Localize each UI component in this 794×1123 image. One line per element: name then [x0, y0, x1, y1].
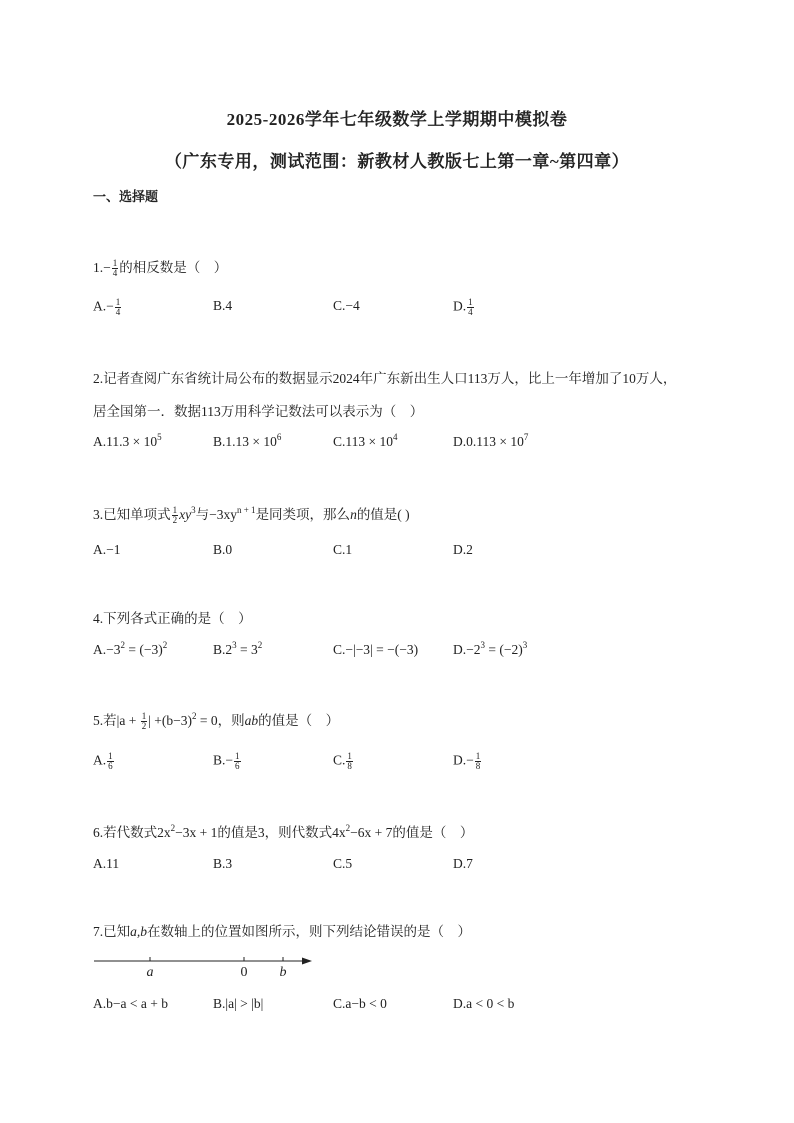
- question-3-stem: 3.已知单项式 $\frac{1}{2}$ $xy^3$与$-3xy^{n + 1}$是同类项，那么n的值是( ): [93, 505, 410, 526]
- option-c: C.−4: [333, 298, 360, 313]
- option-a: $A.-3^2 = (-3)^2$: [93, 640, 168, 657]
- axis-arrow: [302, 958, 312, 965]
- option-a: A. $\frac{1}{6}$: [93, 751, 113, 771]
- question-4-options: [93, 642, 573, 662]
- option-d: D.a < 0 < b: [453, 996, 515, 1011]
- question-6-options: [93, 856, 573, 876]
- axis-label-a: a: [146, 965, 154, 980]
- option-a: A.−1: [93, 542, 121, 557]
- option-c: $C.113 \times 10^4$: [333, 432, 398, 449]
- question-1-options: [93, 298, 573, 318]
- option-d: D.7: [453, 856, 473, 871]
- axis-label-zero: 0: [240, 965, 248, 980]
- option-a: A.b−a < a + b: [93, 996, 168, 1011]
- option-b: $B.1.13 \times 10^6$: [213, 432, 282, 449]
- exam-subtitle: （广东专用，测试范围：新教材人教版七上第一章~第四章）: [164, 152, 630, 171]
- option-d: $D.-2^3 = (-2)^3$: [453, 640, 528, 657]
- section-heading: 一、选择题: [93, 189, 159, 204]
- question-4-stem: 4.下列各式正确的是（ ）: [93, 611, 252, 626]
- question-5-stem: 5.若|a + $\frac{1}{2}$ | $+(b-3)^2 = 0$，则ab的值是（ ）: [93, 711, 340, 732]
- option-d: D.− $\frac{1}{8}$: [453, 751, 481, 771]
- question-1-stem: 1.− $\frac{1}{4}$ 的相反数是（ ）: [93, 258, 228, 279]
- question-5-options: [93, 752, 573, 772]
- question-7-stem: 7.已知a,b在数轴上的位置如图所示，则下列结论错误的是（ ）: [93, 924, 471, 939]
- option-c: C.−|−3| = −(−3): [333, 642, 419, 657]
- option-b: B.− $\frac{1}{6}$: [213, 751, 240, 771]
- option-c: C. $\frac{1}{8}$: [333, 751, 352, 771]
- option-b: B.0: [213, 542, 233, 557]
- option-c: C.1: [333, 542, 353, 557]
- option-c: C.a−b < 0: [333, 996, 387, 1011]
- question-3-options: [93, 542, 573, 562]
- question-2-options: [93, 434, 573, 454]
- option-b: $B.2^3 = 3^2$: [213, 640, 263, 657]
- question-2-stem-line2: 居全国第一．数据113万用科学记数法可以表示为（ ）: [93, 404, 424, 419]
- fraction: $\frac{1}{4}$: [112, 258, 118, 279]
- option-d: D.2: [453, 542, 473, 557]
- axis-label-b: b: [279, 965, 287, 980]
- question-2-stem-line1: 2.记者查阅广东省统计局公布的数据显示2024年广东新出生人口113万人，比上一年增加了10万人，: [93, 371, 677, 386]
- option-a: $A.11.3 \times 10^5$: [93, 432, 162, 449]
- option-a: A.11: [93, 856, 120, 871]
- question-6-stem: 6.若代数式$2x^2-3x + 1$的值是3，则代数式$4x^2-6x + 7$的值是（ ）: [93, 823, 474, 840]
- option-c: C.5: [333, 856, 353, 871]
- exam-title: 2025-2026学年七年级数学上学期期中模拟卷: [226, 110, 568, 129]
- option-b: B.3: [213, 856, 233, 871]
- option-d: $D.0.113 \times 10^7$: [453, 432, 529, 449]
- option-b: B.|a| > |b|: [213, 996, 264, 1011]
- number-line: [90, 955, 320, 985]
- question-7-options: [93, 996, 573, 1016]
- option-d: D. $\frac{1}{4}$: [453, 297, 473, 317]
- option-b: B.4: [213, 298, 233, 313]
- option-a: A.− $\frac{1}{4}$: [93, 297, 121, 317]
